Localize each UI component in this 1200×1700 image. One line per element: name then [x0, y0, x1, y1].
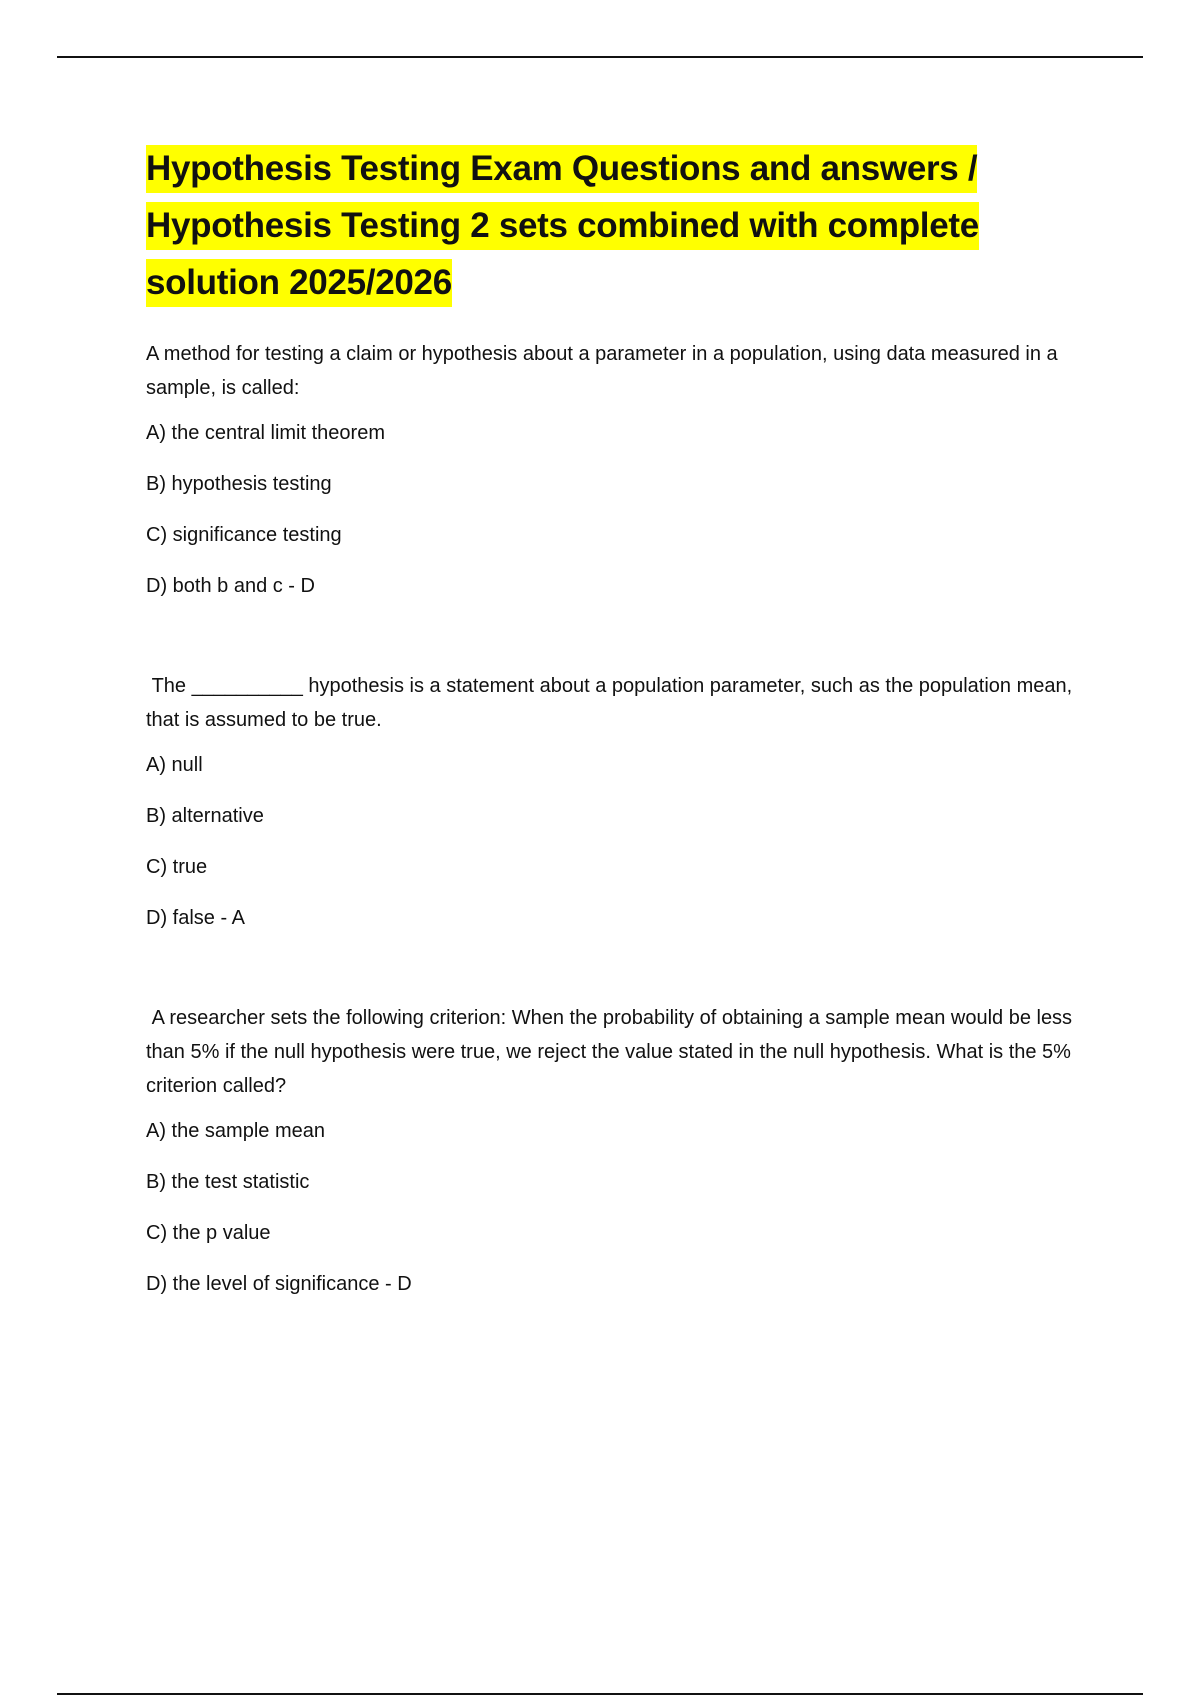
option-d: D) false - A [146, 907, 245, 929]
title-line-1: Hypothesis Testing Exam Questions and answers / [146, 145, 977, 193]
option-c: C) the p value [146, 1222, 271, 1244]
title-line-3: solution 2025/2026 [146, 259, 452, 307]
option-d: D) the level of significance - D [146, 1273, 412, 1295]
question-3 [146, 1001, 1086, 1298]
document-content [146, 140, 1086, 1321]
bottom-rule [57, 1693, 1143, 1695]
document-title [146, 140, 1086, 311]
question-1 [146, 337, 1086, 600]
option-c: C) significance testing [146, 524, 342, 546]
option-c: C) true [146, 856, 208, 878]
option-d: D) both b and c - D [146, 575, 315, 597]
option-a: A) the central limit theorem [146, 422, 385, 444]
question-text: The __________ hypothesis is a statement about a population parameter, such as the population mean, that is assumed to be true. [146, 675, 1078, 731]
question-text: A researcher sets the following criterion: When the probability of obtaining a sample mean would be less than 5% if the null hypothesis were true, we reject the value stated in the null hypothesis. What is the 5% criterion called? [146, 1007, 1078, 1097]
option-a: A) the sample mean [146, 1120, 325, 1142]
top-rule [57, 56, 1143, 58]
spacer [146, 623, 1086, 669]
question-text: A method for testing a claim or hypothesis about a parameter in a population, using data measured in a sample, is called: [146, 343, 1058, 399]
question-2 [146, 669, 1086, 932]
spacer [146, 955, 1086, 1001]
option-b: B) hypothesis testing [146, 473, 332, 495]
option-b: B) the test statistic [146, 1171, 310, 1193]
title-line-2: Hypothesis Testing 2 sets combined with complete [146, 202, 979, 250]
option-b: B) alternative [146, 805, 264, 827]
option-a: A) null [146, 754, 203, 776]
